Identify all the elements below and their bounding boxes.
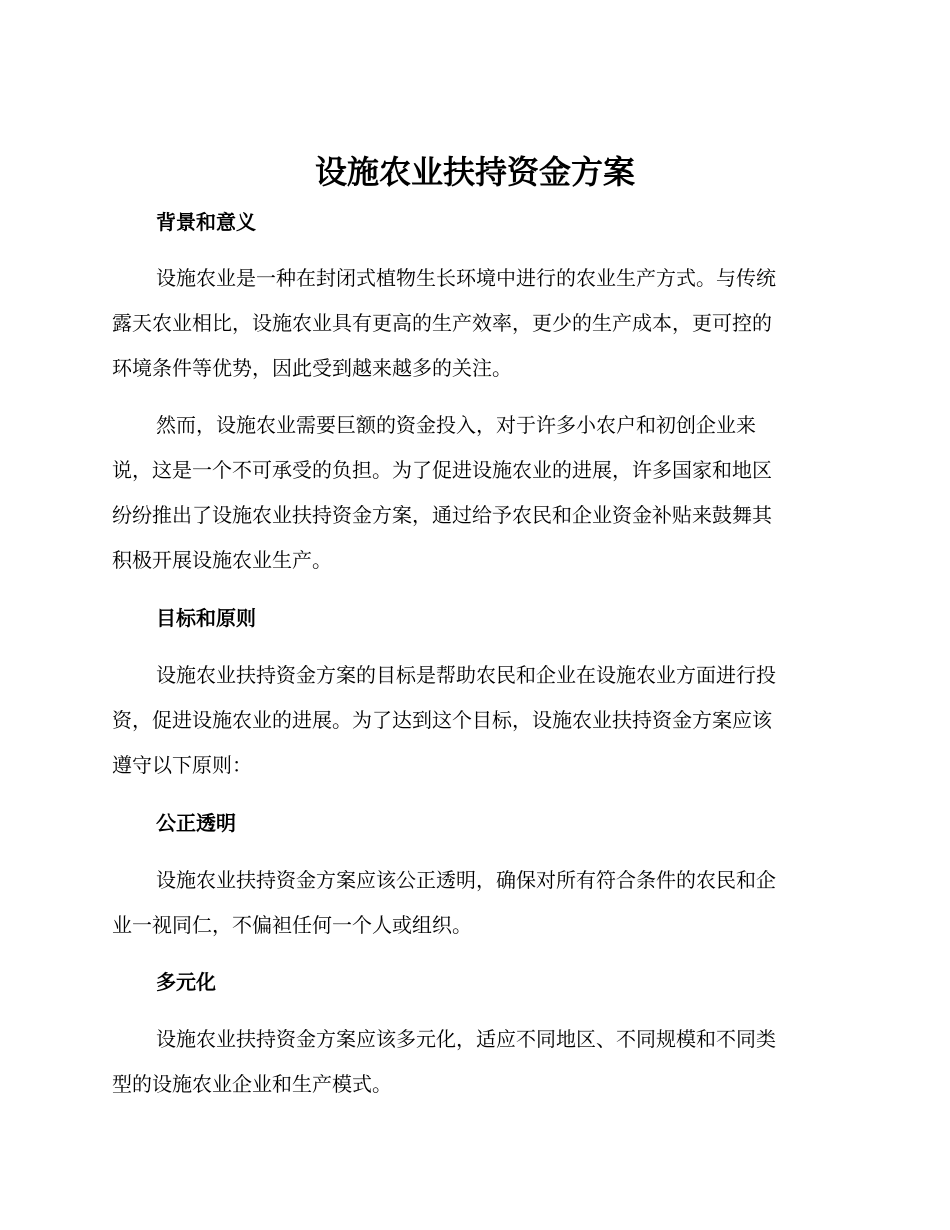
text-line: 设施农业扶持资金方案应该多元化，适应不同地区、不同规模和不同类 <box>156 1027 776 1051</box>
text-line: 设施农业扶持资金方案的目标是帮助农民和企业在设施农业方面进行投 <box>156 663 776 687</box>
text-line: 业一视同仁，不偏袒任何一个人或组织。 <box>112 913 472 937</box>
section-heading-goals: 目标和原则 <box>156 606 256 630</box>
text-line: 然而，设施农业需要巨额的资金投入，对于许多小农户和初创企业来 <box>156 413 756 437</box>
section-heading-fairness: 公正透明 <box>156 811 236 835</box>
section-heading-diversity: 多元化 <box>156 970 216 994</box>
text-line: 积极开展设施农业生产。 <box>112 548 332 572</box>
text-line: 设施农业是一种在封闭式植物生长环境中进行的农业生产方式。与传统 <box>156 266 776 290</box>
text-line: 型的设施农业企业和生产模式。 <box>112 1072 392 1096</box>
text-line: 设施农业扶持资金方案应该公正透明，确保对所有符合条件的农民和企 <box>156 868 776 892</box>
section-heading-background: 背景和意义 <box>156 210 256 234</box>
paragraph-goals <box>112 653 842 788</box>
text-line: 环境条件等优势，因此受到越来越多的关注。 <box>112 356 512 380</box>
paragraph-fairness <box>112 858 842 948</box>
text-line: 资，促进设施农业的进展。为了达到这个目标，设施农业扶持资金方案应该 <box>112 708 772 732</box>
text-line: 遵守以下原则： <box>112 753 252 777</box>
paragraph-background-1 <box>112 256 842 391</box>
paragraph-diversity <box>112 1017 842 1107</box>
document-title: 设施农业扶持资金方案 <box>314 153 635 191</box>
text-line: 露天农业相比，设施农业具有更高的生产效率，更少的生产成本，更可控的 <box>112 311 772 335</box>
text-line: 纷纷推出了设施农业扶持资金方案，通过给予农民和企业资金补贴来鼓舞其 <box>112 503 772 527</box>
paragraph-background-2 <box>112 403 842 583</box>
text-line: 说，这是一个不可承受的负担。为了促进设施农业的进展，许多国家和地区 <box>112 458 772 482</box>
